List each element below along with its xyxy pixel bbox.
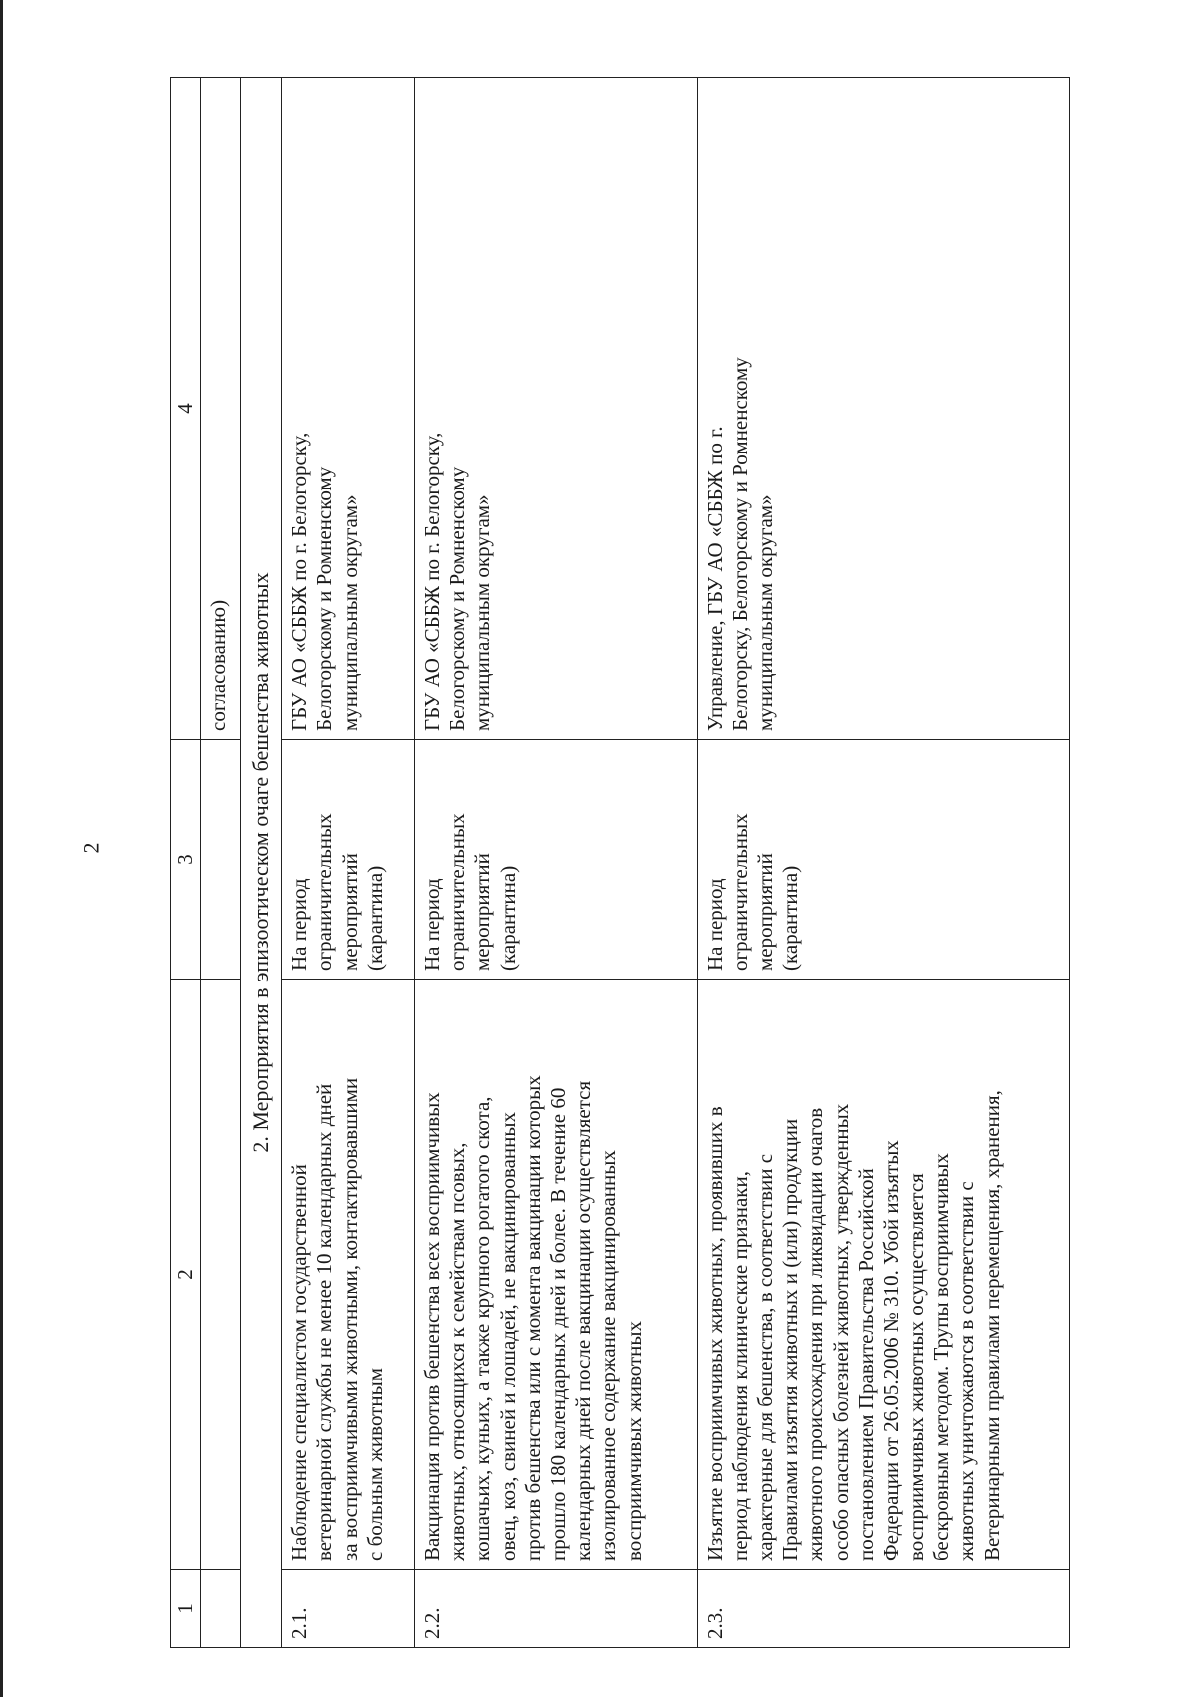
row-number: 2.3. [697,1570,1069,1648]
section-title: 2. Мероприятия в эпизоотическом очаге бешенства животных [241,78,282,1648]
scan-left-edge [0,0,3,1697]
table-row [282,78,415,1648]
rotated-sheet [170,78,1070,1648]
continuation-row [201,78,241,1648]
continuation-executor: согласованию) [201,78,241,740]
row-executor: ГБУ АО «СББЖ по г. Белогорску, Белогорскому и Ромненскому муниципальным округам» [282,78,415,740]
row-executor: Управление, ГБУ АО «СББЖ по г. Белогорску, Белогорскому и Ромненскому муниципальным округам» [697,78,1069,740]
row-measure: Вакцинация против бешенства всех восприимчивых животных, относящихся к семействам псовых, кошачьих, куньих, а также крупного рогатого скота, овец, коз, свиней и лошадей, не вакцинированных против бешенства или с момента вакцинации которых прошло 180 календарных дней и более. В течение 60 календарных дней после вакцинации осуществляется изолированное содержание вакцинированных восприимчивых животных [415,980,698,1570]
col-number-2: 2 [171,980,201,1570]
row-number: 2.2. [415,1570,698,1648]
row-number: 2.1. [282,1570,415,1648]
section-row [241,78,282,1648]
col-number-1: 1 [171,1570,201,1648]
row-measure: Изъятие восприимчивых животных, проявивших в период наблюдения клинические признаки, характерные для бешенства, в соответствии с Правилами изъятия животных и (или) продукции животного происхождения при ликвидации очагов особо опасных болезней животных, утвержденных постановлением Правительства Российской Федерации от 26.05.2006 № 310. Убой изъятых восприимчивых животных осуществляется бескровным методом. Трупы восприимчивых животных уничтожаются в соответствии с Ветеринарными правилами перемещения, хранения, [697,980,1069,1570]
row-period: На период ограничительных мероприятий (карантина) [415,740,698,980]
row-period: На период ограничительных мероприятий (карантина) [697,740,1069,980]
table-row [697,78,1069,1648]
row-executor: ГБУ АО «СББЖ по г. Белогорску, Белогорскому и Ромненскому муниципальным округам» [415,78,698,740]
measures-table [170,77,1070,1648]
col-number-4: 4 [171,78,201,740]
page-number: 2 [78,842,104,854]
column-number-row [171,78,201,1648]
row-measure: Наблюдение специалистом государственной ветеринарной службы не менее 10 календарных дней за восприимчивыми животными, контактировавшими с больным животным [282,980,415,1570]
col-number-3: 3 [171,740,201,980]
row-period: На период ограничительных мероприятий (карантина) [282,740,415,980]
table-row [415,78,698,1648]
